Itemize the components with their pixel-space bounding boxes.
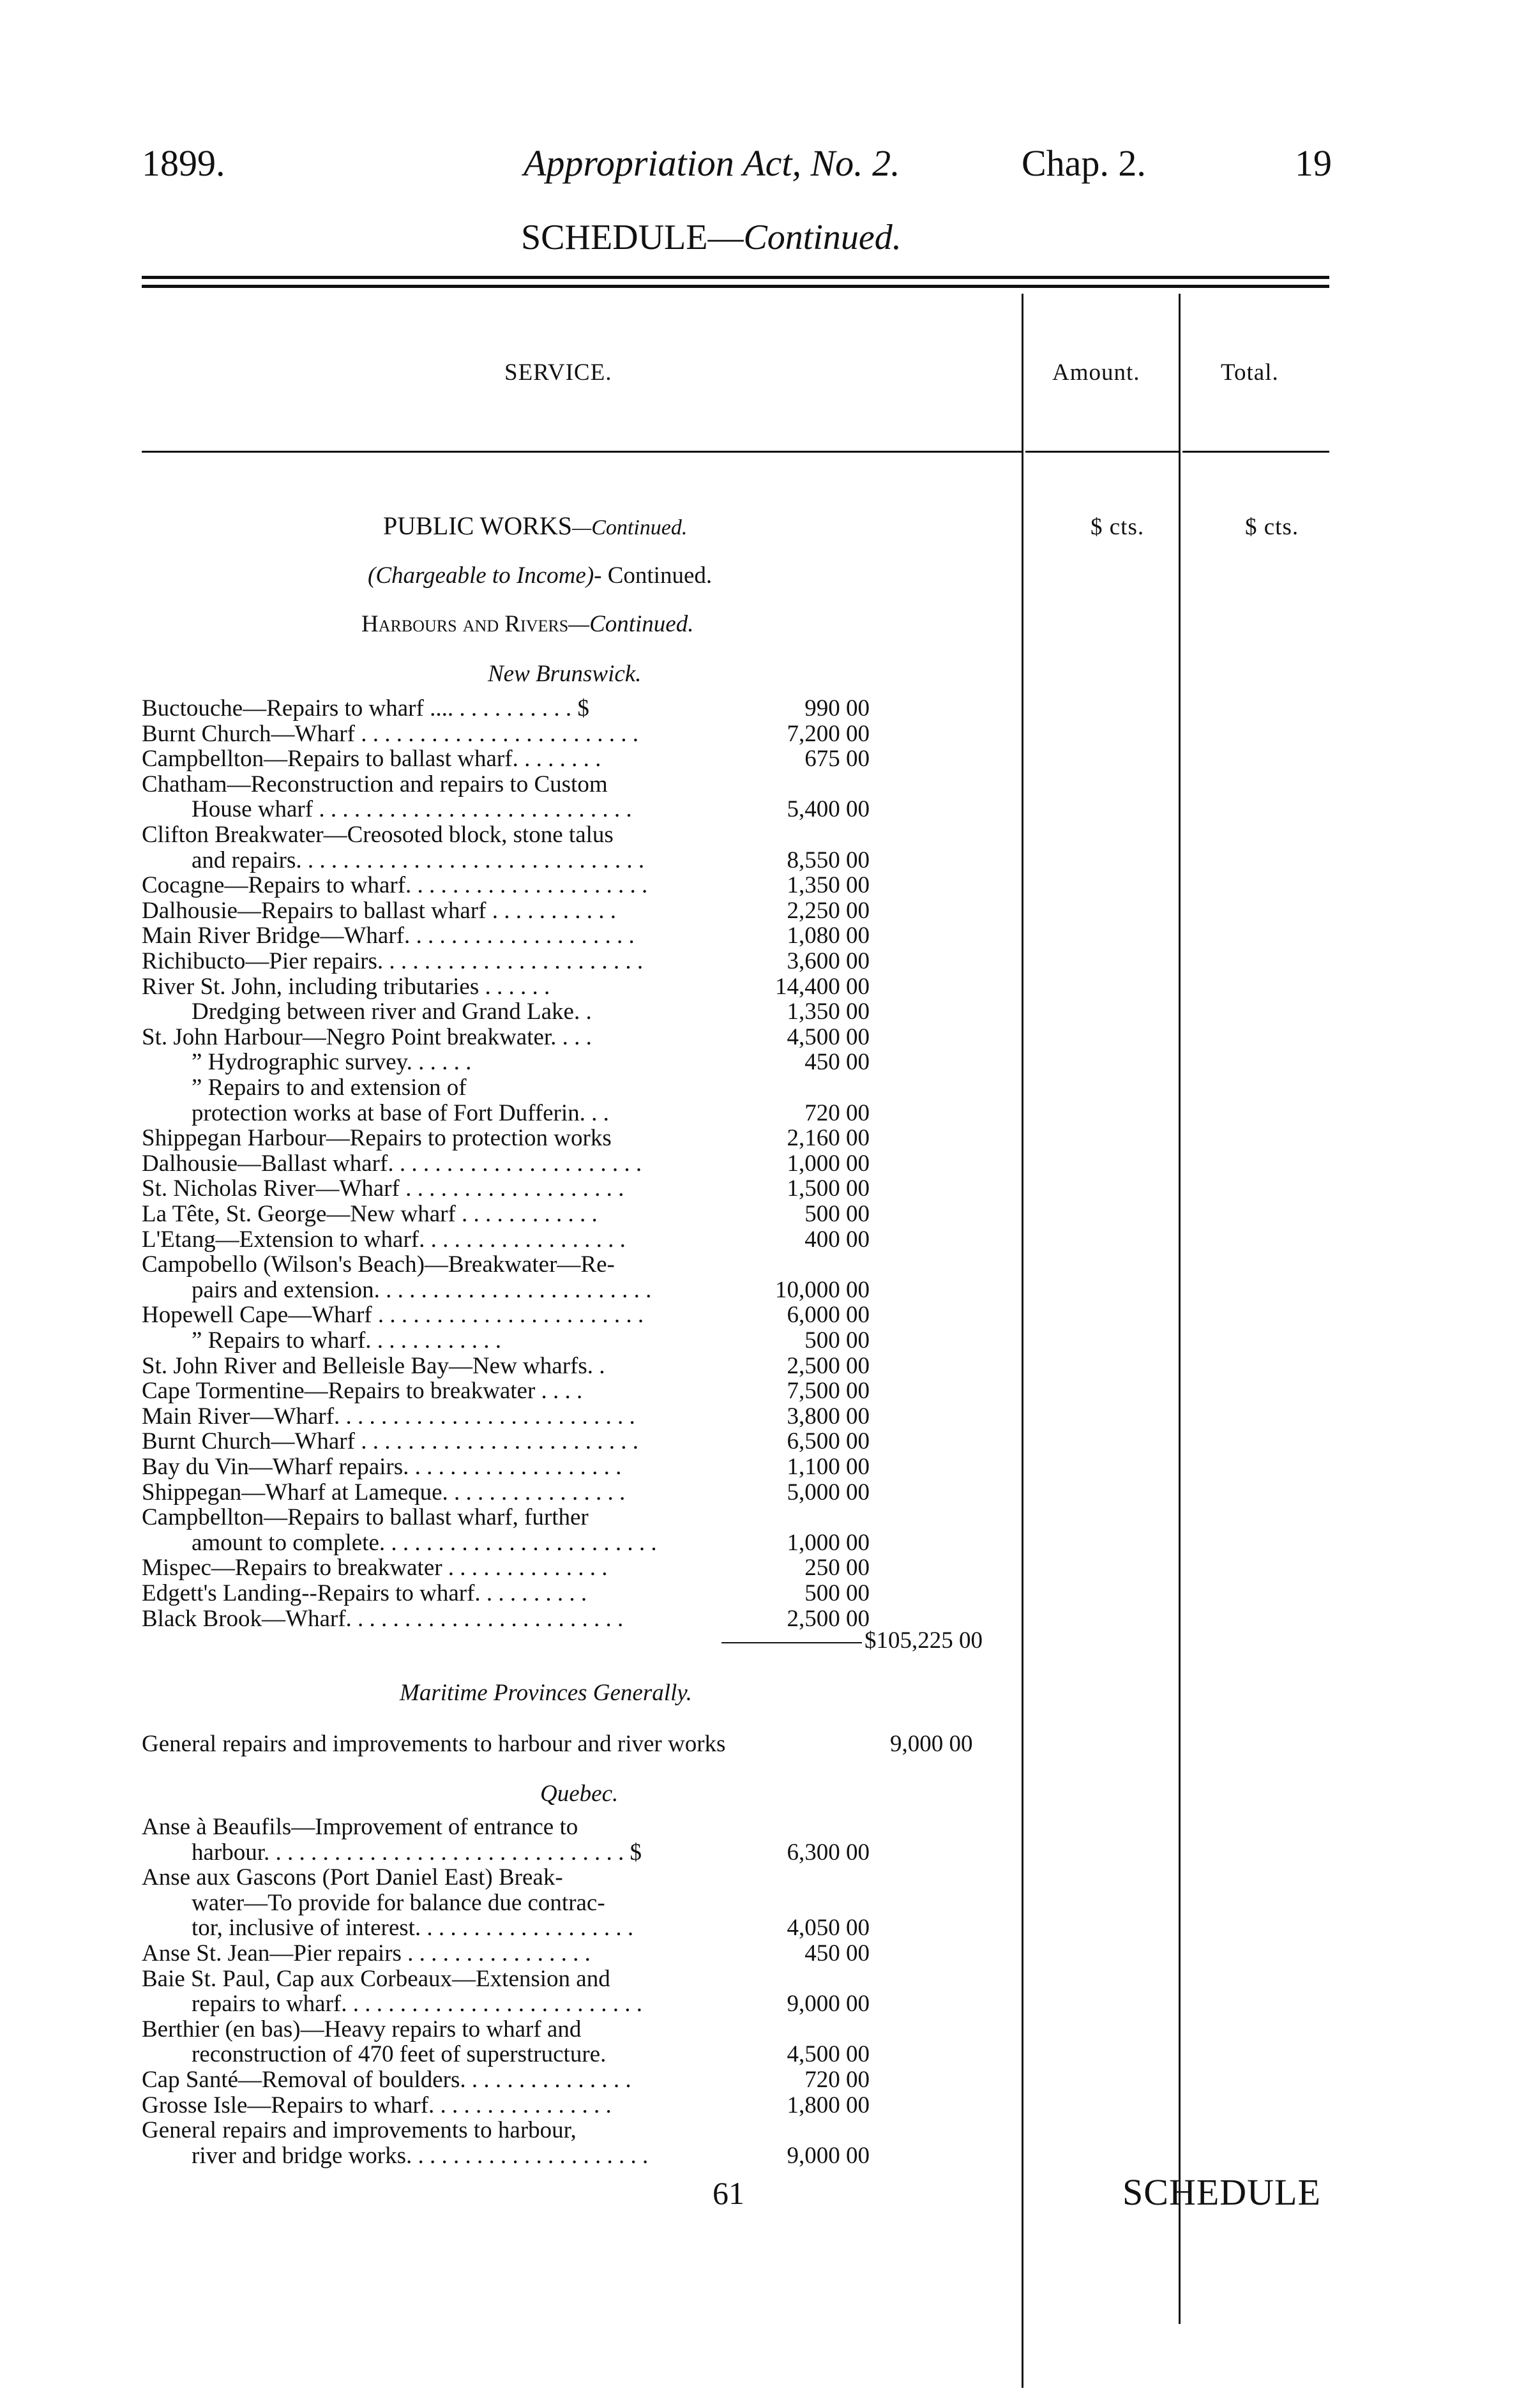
maritime-heading: Maritime Provinces Generally.: [400, 1680, 692, 1706]
item-label: L'Etang—Extension to wharf. . . . . . . . . . . . . . . . . .: [142, 1226, 626, 1253]
item-amount: 4,050 00: [787, 1915, 870, 1942]
item-label: and repairs. . . . . . . . . . . . . . . . . . . . . . . . . . . . . .: [192, 847, 645, 873]
item-label: river and bridge works. . . . . . . . . . . . . . . . . . . . .: [192, 2142, 649, 2169]
item-amount: 1,100 00: [787, 1454, 870, 1480]
quebec-heading: Quebec.: [540, 1781, 619, 1807]
chargeable-heading: [368, 562, 712, 589]
amount-column-divider: [1022, 294, 1023, 2388]
item-amount: 720 00: [804, 2067, 870, 2093]
item-amount: 720 00: [804, 1099, 870, 1126]
harbours-suffix: —Continued.: [568, 611, 694, 637]
item-amount: 5,400 00: [787, 796, 870, 823]
column-amount: Amount.: [1052, 359, 1140, 386]
item-amount: 4,500 00: [787, 1023, 870, 1050]
item-amount: 990 00: [804, 695, 870, 721]
item-label: amount to complete. . . . . . . . . . . . . . . . . . . . . . . .: [192, 1529, 657, 1556]
maritime-label: General repairs and improvements to harbour and river works: [142, 1731, 726, 1757]
item-label: Clifton Breakwater—Creosoted block, stone talus: [142, 822, 614, 848]
item-amount: 5,000 00: [787, 1479, 870, 1505]
item-amount: 7,200 00: [787, 720, 870, 747]
item-amount: 8,550 00: [787, 847, 870, 873]
item-amount: 400 00: [804, 1226, 870, 1253]
header-chapter: Chap. 2.: [1022, 142, 1146, 184]
schedule-heading: [521, 217, 902, 258]
item-label: Anse St. Jean—Pier repairs . . . . . . . . . . . . . . . .: [142, 1940, 591, 1966]
item-amount: 6,500 00: [787, 1428, 870, 1455]
section-title-suffix: —Continued.: [571, 516, 688, 540]
item-amount: 450 00: [804, 1940, 870, 1966]
item-label: Dalhousie—Ballast wharf. . . . . . . . . . . . . . . . . . . . . .: [142, 1150, 642, 1177]
item-amount: 2,250 00: [787, 897, 870, 924]
schedule-heading-main: SCHEDULE—: [521, 218, 744, 257]
section-title-text: PUBLIC WORKS: [383, 511, 572, 540]
item-label: Burnt Church—Wharf . . . . . . . . . . . . . . . . . . . . . . . .: [142, 720, 638, 747]
item-label: Bay du Vin—Wharf repairs. . . . . . . . . . . . . . . . . . .: [142, 1454, 622, 1480]
schedule-heading-continued: Continued.: [743, 218, 902, 257]
item-label: Black Brook—Wharf. . . . . . . . . . . . . . . . . . . . . . . .: [142, 1605, 624, 1632]
item-label: Mispec—Repairs to breakwater . . . . . . . . . . . . . .: [142, 1555, 608, 1581]
item-label: St. John River and Belleisle Bay—New wharfs. .: [142, 1352, 605, 1379]
amount-unit: $ cts.: [1091, 514, 1145, 540]
section-title: [383, 511, 687, 541]
column-rule-total: [1182, 451, 1329, 453]
item-amount: 1,000 00: [787, 1150, 870, 1177]
item-label: Buctouche—Repairs to wharf .... . . . . . . . . . . $: [142, 695, 589, 721]
footer-page-number: 61: [713, 2175, 744, 2211]
item-label: Shippegan—Wharf at Lameque. . . . . . . . . . . . . . . .: [142, 1479, 626, 1505]
item-label: Anse à Beaufils—Improvement of entrance to: [142, 1814, 578, 1840]
item-label: Campbellton—Repairs to ballast wharf, further: [142, 1504, 589, 1531]
harbours-text: Harbours and Rivers: [361, 611, 569, 637]
item-amount: 2,160 00: [787, 1125, 870, 1152]
item-amount: 10,000 00: [775, 1276, 870, 1303]
item-amount: 500 00: [804, 1580, 870, 1606]
total-column-divider: [1179, 294, 1181, 2324]
item-label: ” Repairs to and extension of: [192, 1075, 467, 1101]
column-total: Total.: [1221, 359, 1279, 386]
total-unit: $ cts.: [1245, 514, 1299, 540]
item-amount: 3,600 00: [787, 948, 870, 974]
item-label: St. Nicholas River—Wharf . . . . . . . . . . . . . . . . . . .: [142, 1175, 624, 1202]
item-label: tor, inclusive of interest. . . . . . . . . . . . . . . . . . .: [192, 1915, 634, 1942]
footer-catchword: SCHEDULE: [1122, 2171, 1321, 2213]
item-amount: 675 00: [804, 746, 870, 773]
header-page-number: 19: [1295, 142, 1332, 184]
item-amount: 1,080 00: [787, 923, 870, 949]
item-label: Campobello (Wilson's Beach)—Breakwater—Re-: [142, 1251, 615, 1278]
chargeable-text: (Chargeable to Income)-: [368, 562, 602, 589]
item-label: General repairs and improvements to harbour,: [142, 2117, 577, 2144]
item-amount: 6,300 00: [787, 1839, 870, 1866]
item-label: ” Repairs to wharf. . . . . . . . . . . .: [192, 1327, 502, 1354]
item-amount: 500 00: [804, 1327, 870, 1354]
item-label: Richibucto—Pier repairs. . . . . . . . . . . . . . . . . . . . . . .: [142, 948, 644, 974]
item-amount: 1,500 00: [787, 1175, 870, 1202]
item-amount: 4,500 00: [787, 2041, 870, 2068]
item-amount: 2,500 00: [787, 1605, 870, 1632]
item-label: Dalhousie—Repairs to ballast wharf . . . . . . . . . . .: [142, 897, 616, 924]
item-label: Grosse Isle—Repairs to wharf. . . . . . . . . . . . . . . .: [142, 2092, 612, 2118]
item-label: Dredging between river and Grand Lake. .: [192, 999, 592, 1025]
item-amount: 1,800 00: [787, 2092, 870, 2118]
header-year: 1899.: [142, 142, 225, 184]
item-label: River St. John, including tributaries . . . . . .: [142, 973, 550, 1000]
item-label: Burnt Church—Wharf . . . . . . . . . . . . . . . . . . . . . . . .: [142, 1428, 638, 1455]
item-amount: 2,500 00: [787, 1352, 870, 1379]
item-label: Cap Santé—Removal of boulders. . . . . . . . . . . . . . .: [142, 2067, 631, 2093]
harbours-heading: [361, 610, 693, 638]
item-amount: 250 00: [804, 1555, 870, 1581]
item-label: Cape Tormentine—Repairs to breakwater . . . .: [142, 1378, 583, 1405]
top-rule-2: [142, 285, 1329, 288]
new-brunswick-total: $105,225 00: [864, 1627, 983, 1654]
item-label: Edgett's Landing--Repairs to wharf. . . . . . . . . .: [142, 1580, 587, 1606]
item-amount: 1,000 00: [787, 1529, 870, 1556]
item-label: reconstruction of 470 feet of superstructure.: [192, 2041, 607, 2068]
item-label: Campbellton—Repairs to ballast wharf. . . . . . . .: [142, 746, 601, 773]
item-label: harbour. . . . . . . . . . . . . . . . . . . . . . . . . . . . . . . $: [192, 1839, 642, 1866]
item-label: St. John Harbour—Negro Point breakwater. . . .: [142, 1023, 592, 1050]
column-service: SERVICE.: [504, 359, 612, 386]
item-label: Shippegan Harbour—Repairs to protection works: [142, 1125, 612, 1152]
item-label: Main River Bridge—Wharf. . . . . . . . . . . . . . . . . . . .: [142, 923, 635, 949]
item-amount: 3,800 00: [787, 1403, 870, 1430]
item-label: pairs and extension. . . . . . . . . . . . . . . . . . . . . . . .: [192, 1276, 652, 1303]
item-label: Berthier (en bas)—Heavy repairs to wharf and: [142, 2016, 582, 2042]
maritime-amount: 9,000 00: [890, 1731, 973, 1757]
total-leader-line: [721, 1642, 862, 1643]
new-brunswick-heading: New Brunswick.: [488, 661, 642, 687]
item-amount: 6,000 00: [787, 1302, 870, 1329]
top-rule-1: [142, 276, 1329, 279]
chargeable-suffix: Continued.: [601, 562, 713, 589]
item-amount: 9,000 00: [787, 2142, 870, 2169]
item-label: Hopewell Cape—Wharf . . . . . . . . . . . . . . . . . . . . . . .: [142, 1302, 644, 1329]
item-label: La Tête, St. George—New wharf . . . . . . . . . . . .: [142, 1201, 598, 1227]
item-label: Anse aux Gascons (Port Daniel East) Break-: [142, 1864, 563, 1891]
header-title: Appropriation Act, No. 2.: [524, 142, 900, 184]
item-amount: 450 00: [804, 1049, 870, 1076]
column-rule-amount: [1025, 451, 1179, 453]
item-amount: 7,500 00: [787, 1378, 870, 1405]
item-label: Baie St. Paul, Cap aux Corbeaux—Extension and: [142, 1965, 610, 1992]
item-label: Chatham—Reconstruction and repairs to Custom: [142, 771, 608, 797]
item-amount: 1,350 00: [787, 999, 870, 1025]
item-label: House wharf . . . . . . . . . . . . . . . . . . . . . . . . . . .: [192, 796, 632, 823]
column-rule-service: [142, 451, 1023, 453]
item-amount: 14,400 00: [775, 973, 870, 1000]
item-label: repairs to wharf. . . . . . . . . . . . . . . . . . . . . . . . . .: [192, 1991, 642, 2018]
item-amount: 9,000 00: [787, 1991, 870, 2018]
item-label: ” Hydrographic survey. . . . . .: [192, 1049, 472, 1076]
item-label: Cocagne—Repairs to wharf. . . . . . . . . . . . . . . . . . . . .: [142, 872, 648, 899]
item-label: protection works at base of Fort Dufferin. . .: [192, 1099, 609, 1126]
item-amount: 500 00: [804, 1201, 870, 1227]
item-label: water—To provide for balance due contrac-: [192, 1889, 605, 1916]
item-amount: 1,350 00: [787, 872, 870, 899]
item-label: Main River—Wharf. . . . . . . . . . . . . . . . . . . . . . . . . .: [142, 1403, 635, 1430]
